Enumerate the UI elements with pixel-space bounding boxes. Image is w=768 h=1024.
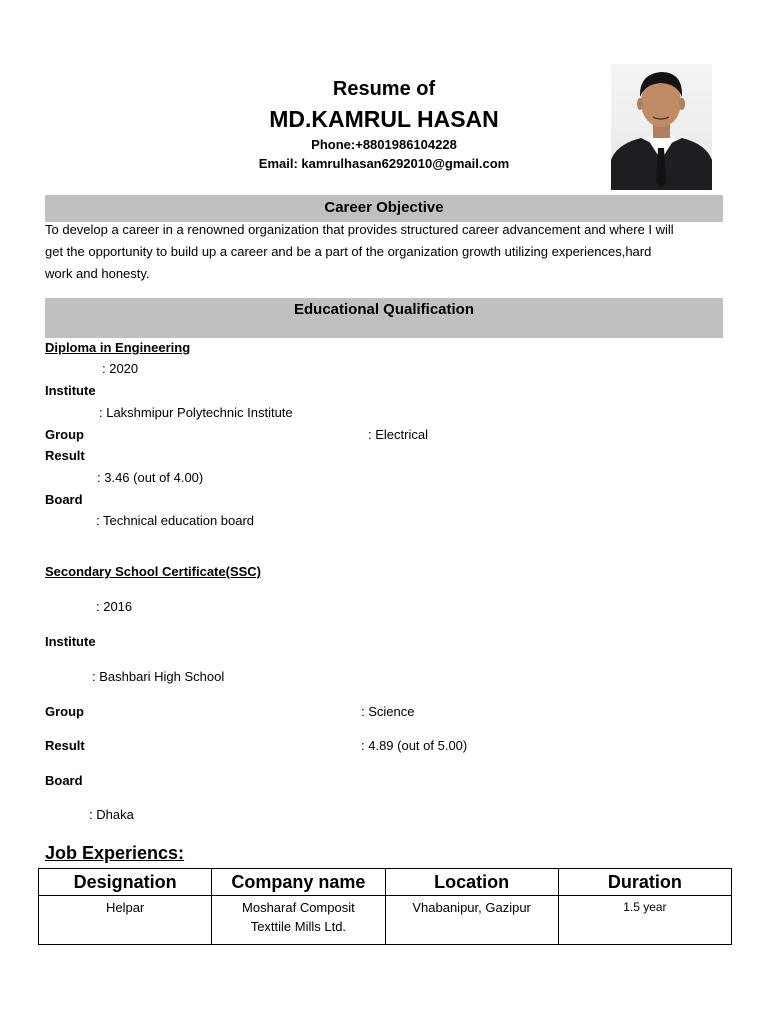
ssc-title: Secondary School Certificate(SSC) (45, 564, 261, 579)
portrait-image (611, 64, 712, 190)
candidate-name: MD.KAMRUL HASAN (269, 106, 499, 132)
diploma-result: : 3.46 (out of 4.00) (97, 470, 204, 485)
table-row (39, 896, 732, 945)
ssc-result: : 4.89 (out of 5.00) (361, 738, 468, 753)
email-text: Email: kamrulhasan6292010@gmail.com (258, 156, 510, 171)
objective-line-2: get the opportunity to build up a career and be a part of the organization growth utilizing experiences,hard (45, 244, 652, 259)
diploma-title: Diploma in Engineering (45, 340, 191, 355)
ssc-board: : Dhaka (89, 807, 134, 822)
company-line-2: Texttile Mills Ltd. (250, 919, 347, 934)
phone-text: Phone:+8801986104228 (311, 137, 457, 152)
cell-duration: 1.5 year (558, 896, 731, 945)
ssc-institute: : Bashbari High School (92, 669, 225, 684)
diploma-board: : Technical education board (96, 513, 255, 528)
objective-line-1: To develop a career in a renowned organization that provides structured career advancement and where I will (45, 222, 674, 237)
column-header-duration: Duration (558, 869, 731, 896)
column-header-location: Location (385, 869, 558, 896)
diploma-year: : 2020 (102, 361, 139, 376)
ssc-institute-label: Institute (45, 634, 96, 649)
job-experience-heading: Job Experiencs: (45, 843, 185, 863)
diploma-institute-label: Institute (45, 383, 96, 398)
cell-designation: Helpar (39, 896, 212, 945)
objective-line-3: work and honesty. (45, 266, 150, 281)
ssc-group-label: Group (45, 704, 84, 719)
column-header-company: Company name (212, 869, 385, 896)
career-objective-heading: Career Objective (324, 199, 444, 216)
ssc-board-label: Board (45, 773, 83, 788)
ssc-year: : 2016 (96, 599, 133, 614)
company-line-1: Mosharaf Composit (242, 900, 355, 915)
education-bar (45, 298, 723, 338)
diploma-board-label: Board (45, 492, 83, 507)
ssc-result-label: Result (45, 738, 85, 753)
diploma-result-label: Result (45, 448, 85, 463)
diploma-institute: : Lakshmipur Polytechnic Institute (99, 405, 293, 420)
table-header-row (39, 869, 732, 896)
resume-of-heading: Resume of (332, 78, 436, 100)
cell-location: Vhabanipur, Gazipur (385, 896, 558, 945)
education-heading: Educational Qualification (293, 301, 475, 318)
profile-photo (611, 64, 712, 190)
column-header-designation: Designation (39, 869, 212, 896)
ssc-group: : Science (361, 704, 415, 719)
diploma-group-label: Group (45, 427, 84, 442)
cell-company (212, 896, 385, 945)
career-objective-bar (45, 195, 723, 222)
job-experience-table (38, 868, 732, 945)
diploma-group: : Electrical (368, 427, 428, 442)
